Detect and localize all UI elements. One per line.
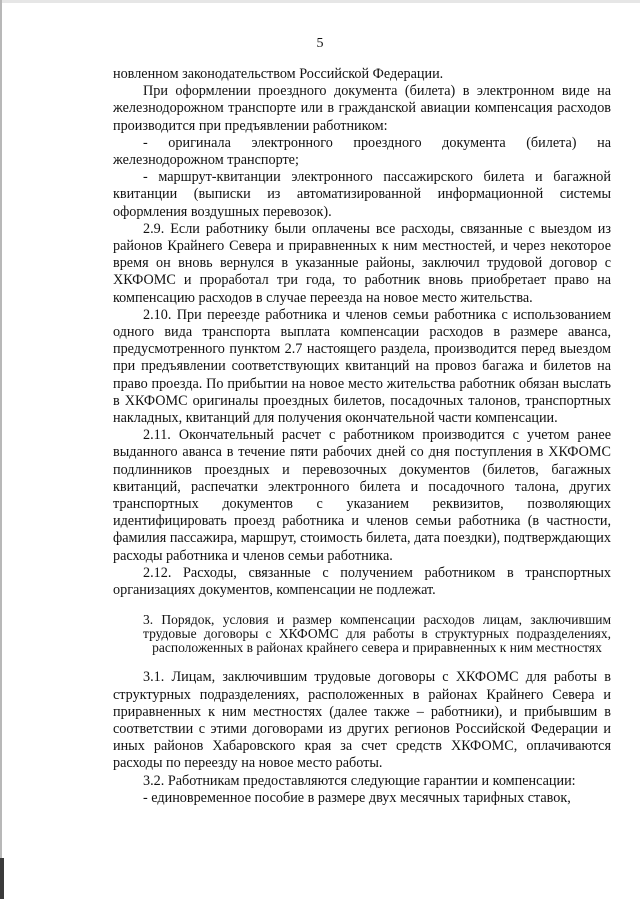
list-item-rail-ticket: - оригинала электронного проездного документа (билета) на железнодорожном транспорте; — [113, 134, 611, 169]
paragraph-electronic-ticket: При оформлении проездного документа (билета) в электронном виде на железнодорожном транспорте или в гражданской авиации компенсация расходов производится при предъявлении работником: — [113, 83, 611, 134]
scan-top-shade — [0, 0, 640, 3]
paragraph-3-2: 3.2. Работникам предоставляются следующие гарантии и компенсации: — [143, 772, 576, 789]
list-item-lump-sum: - единовременное пособие в размере двух месячных тарифных ставок, — [143, 789, 571, 806]
paragraph-2-10: 2.10. При переезде работника и членов семьи работника с использованием одного вида транспорта выплата компенсации расходов в размере аванса, предусмотренного пунктом 2.7 настоящего раздела, производится перед выездом при предъявлении соответствующих квитанций на провоз багажа и билетов на право проезда. По прибытии на новое место жительства работник обязан выслать в ХКФОМС оригиналы проездных билетов, посадочных талонов, транспортных накладных, квитанций для получения окончательной части компенсации. — [113, 306, 611, 427]
paragraph-2-9: 2.9. Если работнику были оплачены все расходы, связанные с выездом из районов Крайнего Севера и приравненных к ним местностей, и через некоторое время он вновь вернулся в указанные районы, заключил трудовой договор с ХКФОМС и проработал три года, то работник вновь приобретает право на компенсацию расходов в случае переезда на новое место жительства. — [113, 220, 611, 306]
paragraph-3-1: 3.1. Лицам, заключившим трудовые договоры с ХКФОМС для работы в структурных подразделениях, расположенных в районах Крайнего Севера и приравненных к ним местностях (далее также – работники), и прибывшим в соответствии с этими договорами из других регионов Российской Федерации и иных районов Хабаровского края за счет средств ХКФОМС, оплачиваются расходы по переезду на новое место работы. — [113, 669, 611, 772]
paragraph-continuation: новленном законодательством Российской Федерации. — [113, 66, 444, 82]
list-item-air-receipt: - маршрут-квитанции электронного пассажирского билета и багажной квитанции (выписки из автоматизированной информационной системы оформления воздушных перевозок). — [113, 169, 611, 220]
page-number: 5 — [316, 36, 324, 51]
scan-left-edge — [0, 0, 2, 899]
scan-binding-mark — [0, 858, 4, 899]
document-body — [113, 66, 611, 807]
paragraph-2-12: 2.12. Расходы, связанные с получением работником в транспортных организациях документов, компенсации не подлежат. — [113, 564, 611, 599]
paragraph-2-11: 2.11. Окончательный расчет с работником производится с учетом ранее выданного аванса в течение пяти рабочих дней со дня поступления в ХКФОМС подлинников проездных и перевозочных документов (билетов, багажных квитанций, распечатки электронного билета и посадочного талона, других транспортных документов с указанием реквизитов, позволяющих идентифицировать проезд работника и членов семьи работника (в частности, фамилия пассажира, маршрут, стоимость билета, дата поездки), подтверждающих расходы работника и членов семьи работника. — [113, 427, 611, 564]
section-3-heading: 3. Порядок, условия и размер компенсации расходов лицам, заключившим трудовые договоры с ХКФОМС для работы в структурных подразделениях, расположенных в районах крайнего севера и приравненных к ним местностях — [143, 612, 611, 656]
